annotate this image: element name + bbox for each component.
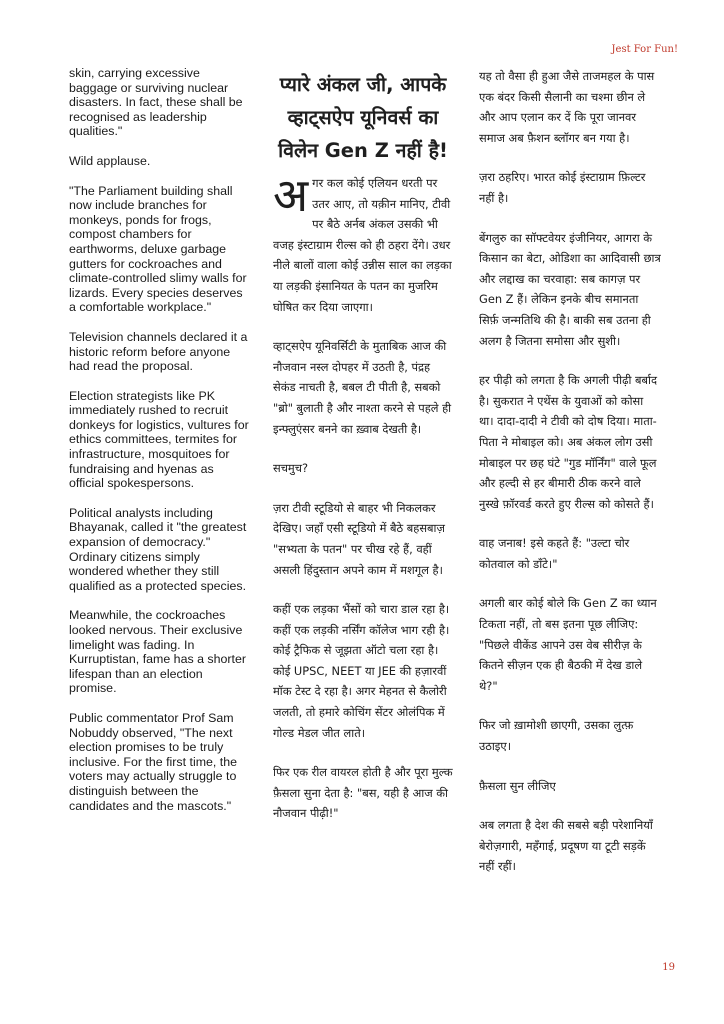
page-number: 19 bbox=[662, 962, 675, 973]
running-head: Jest For Fun! bbox=[611, 44, 678, 55]
right-paragraph: हर पीढ़ी को लगता है कि अगली पीढ़ी बर्बाद है। सुकरात ने एथेंस के युवाओं को कोसा था। दादा-दादी ने टीवी को दोष दिया। माता-पिता ने मोबाइल को। अब अंकल लोग उसी मोबाइल पर छह घंटे "गुड मॉर्निंग" वाले फूल और हल्दी से हर बीमारी ठीक करने वाले नुस्खे फ़ॉरवर्ड करते हुए रील्स को कोसते हैं। bbox=[479, 373, 658, 511]
right-column bbox=[479, 66, 661, 896]
left-paragraph: Political analysts including Bhayanak, called it "the greatest expansion of democracy." Ordinary citizens simply wondered whether they still qualified as a protected species. bbox=[69, 505, 247, 593]
right-paragraph: वाह जनाब! इसे कहते हैं: "उल्टा चोर कोतवाल को डाँटे।" bbox=[479, 536, 630, 571]
right-paragraph: अगली बार कोई बोले कि Gen Z का ध्यान टिकता नहीं, तो बस इतना पूछ लीजिए: "पिछले वीकेंड आपने उस वेब सीरीज़ के कितने सीज़न एक ही बैठकी में देख डाले थे?" bbox=[479, 596, 657, 693]
left-paragraph: Election strategists like PK immediately rushed to recruit donkeys for logistics, vultures for ethics committees, termites for infrastructure, mosquitoes for fundraising and hyenas as official spokespersons. bbox=[69, 388, 249, 491]
lead-paragraph bbox=[273, 168, 453, 317]
right-paragraph: बेंगलुरु का सॉफ्टवेयर इंजीनियर, आगरा के किसान का बेटा, ओडिशा का आदिवासी छात्र और लद्दाख का चरवाहा: सब कागज़ पर Gen Z हैं। लेकिन इनके बीच समानता सिर्फ़ जन्मतिथि की है। बाकी सब उतना ही अलग है जितना समोसा और सुशी। bbox=[479, 230, 661, 348]
left-paragraph: skin, carrying excessive baggage or surviving nuclear disasters. In fact, these shall be recognised as leadership qualities." bbox=[69, 66, 243, 139]
right-paragraph: अब लगता है देश की सबसे बड़ी परेशानियाँ बेरोज़गारी, महँगाई, प्रदूषण या टूटी सड़कें नहीं रहीं। bbox=[479, 818, 653, 874]
right-paragraph: ज़रा ठहरिए। भारत कोई इंस्टाग्राम फ़िल्टर नहीं है। bbox=[479, 170, 646, 205]
middle-paragraph: सचमुच? bbox=[273, 461, 309, 476]
drop-cap: अ bbox=[273, 168, 309, 222]
right-paragraph: फ़ैसला सुन लीजिए bbox=[479, 778, 556, 793]
middle-paragraph: फिर एक रील वायरल होती है और पूरा मुल्क फ़ैसला सुना देता है: "बस, यही है आज की नौजवान पीढ़ी!" bbox=[273, 765, 453, 821]
middle-paragraph: ज़रा टीवी स्टूडियो से बाहर भी निकलकर देखिए। जहाँ एसी स्टूडियो में बैठे बहसबाज़ "सभ्यता के पतन" पर चीख रहे हैं, वहीं असली हिंदुस्तान अपने काम में मशगूल है। bbox=[273, 500, 445, 577]
middle-column bbox=[273, 66, 453, 843]
article-headline: प्यारे अंकल जी, आपके व्हाट्सऐप यूनिवर्स का विलेन Gen Z नहीं है! bbox=[278, 73, 448, 162]
left-column bbox=[69, 66, 251, 828]
left-paragraph: Meanwhile, the cockroaches looked nervous. Their exclusive limelight was fading. In Kurruptistan, fame has a shorter lifespan than an election promise. bbox=[69, 608, 246, 696]
left-paragraph: Public commentator Prof Sam Nobuddy observed, "The next election promises to be truly inclusive. For the first time, the voters may actually struggle to distinguish between the candidates and the mascots." bbox=[69, 710, 238, 813]
right-paragraph: फिर जो ख़ामोशी छाएगी, उसका लुत्फ़ उठाइए। bbox=[479, 718, 634, 754]
right-paragraph: यह तो वैसा ही हुआ जैसे ताजमहल के पास एक बंदर किसी सैलानी का चश्मा छीन ले और आप एलान कर दें कि पूरा जानवर समाज अब फ़ैशन ब्लॉगर बन गया है। bbox=[479, 69, 655, 145]
lead-text: गर कल कोई एलियन धरती पर उतर आए, तो यक़ीन मानिए, टीवी पर बैठे अर्नब अंकल उसकी भी वजह इंस्टाग्राम रील्स को ही ठहरा देंगे। उधर नीले बालों वाला कोई उन्नीस साल का लड़का या लड़की इंसानियत के पतन का मुजरिम घोषित कर दिया जाएगा। bbox=[273, 176, 452, 314]
middle-paragraph: व्हाट्सऐप यूनिवर्सिटी के मुताबिक आज की नौजवान नस्ल दोपहर में उठती है, पंद्रह सेकंड नाचती है, बबल टी पीती है, सबको "ब्रो" बुलाती है और नाश्ता करने से पहले ही इन्फ्लुएंसर बनने का ख़्वाब देखती है। bbox=[273, 339, 452, 436]
left-paragraph: "The Parliament building shall now include branches for monkeys, ponds for frogs, compost chambers for earthworms, deluxe garbage gutters for cockroaches and climate-controlled slimy walls for lizards. Every species deserves a comfortable workplace." bbox=[69, 183, 247, 315]
middle-paragraph: कहीं एक लड़का भैंसों को चारा डाल रहा है। कहीं एक लड़की नर्सिंग कॉलेज भाग रही है। कोई ट्रैफिक से जूझता ऑटो चला रहा है। कोई UPSC, NEET या JEE की हज़ारवीं मॉक टेस्ट दे रहा है। अगर मेहनत से कैलोरी जलती, तो हमारे कोचिंग सेंटर ओलंपिक में गोल्ड मेडल जीत लाते। bbox=[273, 602, 450, 740]
left-paragraph: Television channels declared it a historic reform before anyone had read the proposal. bbox=[69, 329, 248, 374]
left-paragraph: Wild applause. bbox=[69, 153, 151, 168]
